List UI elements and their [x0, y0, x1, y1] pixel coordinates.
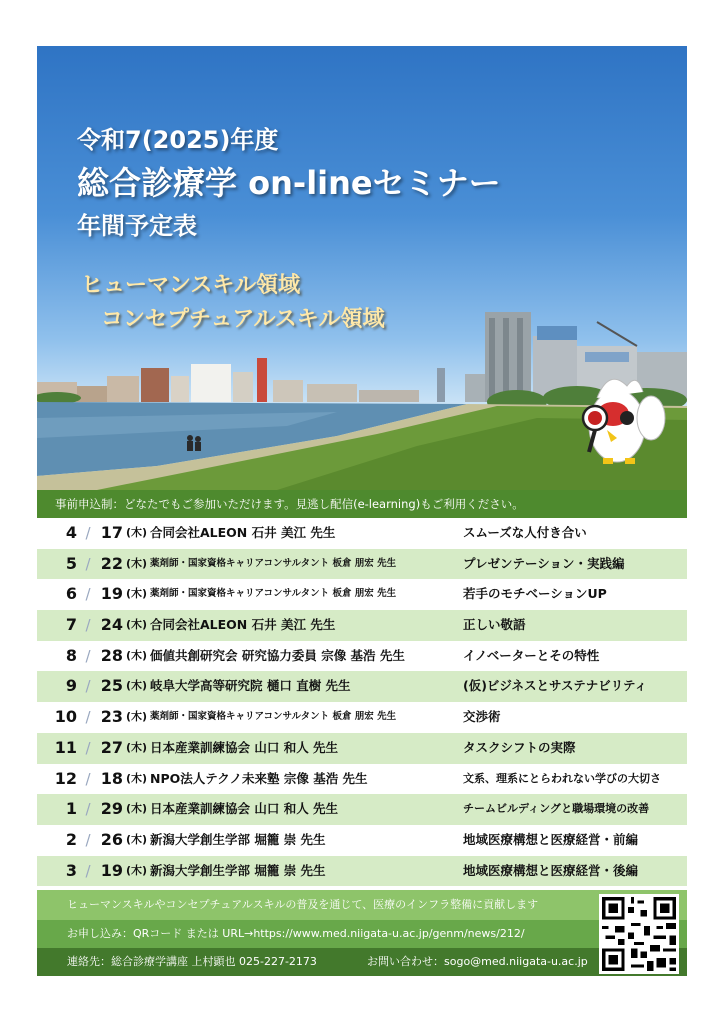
schedule-row: [37, 825, 687, 856]
date-slash: /: [85, 554, 91, 573]
month: 2: [65, 829, 77, 849]
seminar-title: 総合診療学 on-lineセミナー: [77, 164, 501, 202]
weekday: (木): [126, 556, 148, 570]
weekday: (木): [126, 679, 148, 693]
speaker: 価値共創研究会 研究協力委員 宗像 基浩 先生: [150, 647, 405, 663]
schedule-row: [37, 733, 687, 764]
speaker: 日本産業訓練協会 山口 和人 先生: [150, 739, 339, 755]
topic: 文系、理系にとらわれない学びの大切さ: [463, 771, 661, 785]
speaker: 薬剤師・国家資格キャリアコンサルタント 板倉 朋宏 先生: [150, 557, 397, 569]
schedule-row: [37, 856, 687, 887]
schedule-row: [37, 702, 687, 733]
date-slash: /: [85, 677, 91, 696]
weekday: (木): [126, 863, 148, 877]
topic: (仮)ビジネスとサステナビリティ: [463, 678, 648, 694]
topic: タスクシフトの実際: [463, 739, 576, 755]
poster: [37, 46, 687, 976]
conceptual-skill-area: コンセプチュアルスキル領域: [101, 307, 385, 332]
month: 6: [65, 584, 77, 604]
topic: 正しい敬語: [463, 617, 526, 633]
speaker: 新潟大学創生学部 堀籠 崇 先生: [150, 831, 326, 847]
day: 17: [100, 523, 123, 542]
schedule-table: [37, 518, 687, 886]
month: 3: [65, 860, 77, 880]
month: 7: [65, 615, 77, 635]
date-slash: /: [85, 708, 91, 727]
weekday: (木): [126, 771, 148, 785]
month: 5: [65, 553, 77, 573]
speaker: 薬剤師・国家資格キャリアコンサルタント 板倉 朋宏 先生: [150, 711, 397, 723]
schedule-row: [37, 671, 687, 702]
day: 29: [100, 799, 123, 819]
day: 24: [100, 615, 123, 635]
weekday: (木): [126, 710, 148, 724]
date-slash: /: [85, 585, 91, 604]
date-slash: /: [85, 524, 91, 542]
year-title: 令和7(2025)年度: [77, 126, 279, 154]
speaker: 新潟大学創生学部 堀籠 崇 先生: [150, 862, 326, 878]
day: 28: [100, 645, 123, 665]
topic: チームビルディングと職場環境の改善: [463, 802, 650, 816]
date-slash: /: [85, 738, 91, 757]
month: 4: [65, 523, 77, 542]
month: 10: [54, 707, 77, 727]
date-slash: /: [85, 830, 91, 849]
day: 25: [100, 676, 123, 696]
speaker: 薬剤師・国家資格キャリアコンサルタント 板倉 朋宏 先生: [150, 588, 397, 600]
schedule-row: [37, 579, 687, 610]
contact-bar: [37, 948, 687, 976]
inquiry-email[interactable]: お問い合わせ：sogo@med.niigata-u.ac.jp: [367, 955, 588, 968]
month: 12: [54, 768, 77, 788]
schedule-row: [37, 764, 687, 795]
weekday: (木): [126, 832, 148, 846]
mission-statement: ヒューマンスキルやコンセプチュアルスキルの普及を通じて、医療のインフラ整備に貢献します: [37, 890, 687, 920]
day: 26: [100, 829, 123, 849]
speaker: 合同会社ALEON 石井 美江 先生: [150, 617, 336, 633]
date-slash: /: [85, 769, 91, 788]
day: 27: [100, 737, 123, 757]
contact-info: 連絡先：総合診療学講座 上村顕也 025-227-2173: [67, 955, 317, 968]
day: 23: [100, 707, 123, 727]
weekday: (木): [126, 740, 148, 754]
topic: プレゼンテーション・実践編: [463, 555, 625, 571]
day: 18: [100, 768, 123, 788]
speaker: 岐阜大学高等研究院 樋口 直樹 先生: [150, 678, 351, 694]
month: 9: [65, 676, 77, 696]
speaker: NPO法人テクノ未来塾 宗像 基浩 先生: [150, 770, 368, 786]
day: 19: [100, 584, 123, 604]
human-skill-area: ヒューマンスキル領域: [81, 273, 301, 298]
speaker: 合同会社ALEON 石井 美江 先生: [150, 525, 336, 540]
registration-notice: 事前申込制：どなたでもご参加いただけます。見逃し配信(e-learning)もご利用ください。: [37, 490, 687, 518]
weekday: (木): [126, 526, 148, 539]
qr-code-icon[interactable]: [599, 894, 679, 974]
weekday: (木): [126, 618, 148, 632]
hero-photo: [37, 46, 687, 490]
application-url[interactable]: お申し込み：QRコード または URL→https://www.med.niigata-u.ac.jp/genm/news/212/: [37, 920, 687, 948]
schedule-row: [37, 641, 687, 672]
month: 8: [65, 645, 77, 665]
day: 19: [100, 860, 123, 880]
schedule-row: [37, 518, 687, 549]
topic: スムーズな人付き合い: [463, 525, 587, 540]
month: 11: [54, 737, 77, 757]
date-slash: /: [85, 616, 91, 635]
topic: 若手のモチベーションUP: [463, 586, 607, 602]
topic: 地域医療構想と医療経営・後編: [463, 862, 639, 878]
topic: 交渉術: [463, 709, 501, 725]
schedule-row: [37, 610, 687, 641]
schedule-row: [37, 549, 687, 580]
day: 22: [100, 553, 123, 573]
weekday: (木): [126, 587, 148, 601]
qr-code-graphic: [599, 894, 679, 974]
skyline-left: [37, 358, 445, 402]
topic: 地域医療構想と医療経営・前編: [463, 831, 639, 847]
topic: イノベーターとその特性: [463, 647, 600, 663]
weekday: (木): [126, 648, 148, 662]
weekday: (木): [126, 802, 148, 816]
month: 1: [65, 799, 77, 819]
speaker: 日本産業訓練協会 山口 和人 先生: [150, 801, 339, 817]
date-slash: /: [85, 800, 91, 819]
schedule-subtitle: 年間予定表: [77, 212, 197, 240]
schedule-row: [37, 794, 687, 825]
date-slash: /: [85, 861, 91, 880]
date-slash: /: [85, 646, 91, 665]
